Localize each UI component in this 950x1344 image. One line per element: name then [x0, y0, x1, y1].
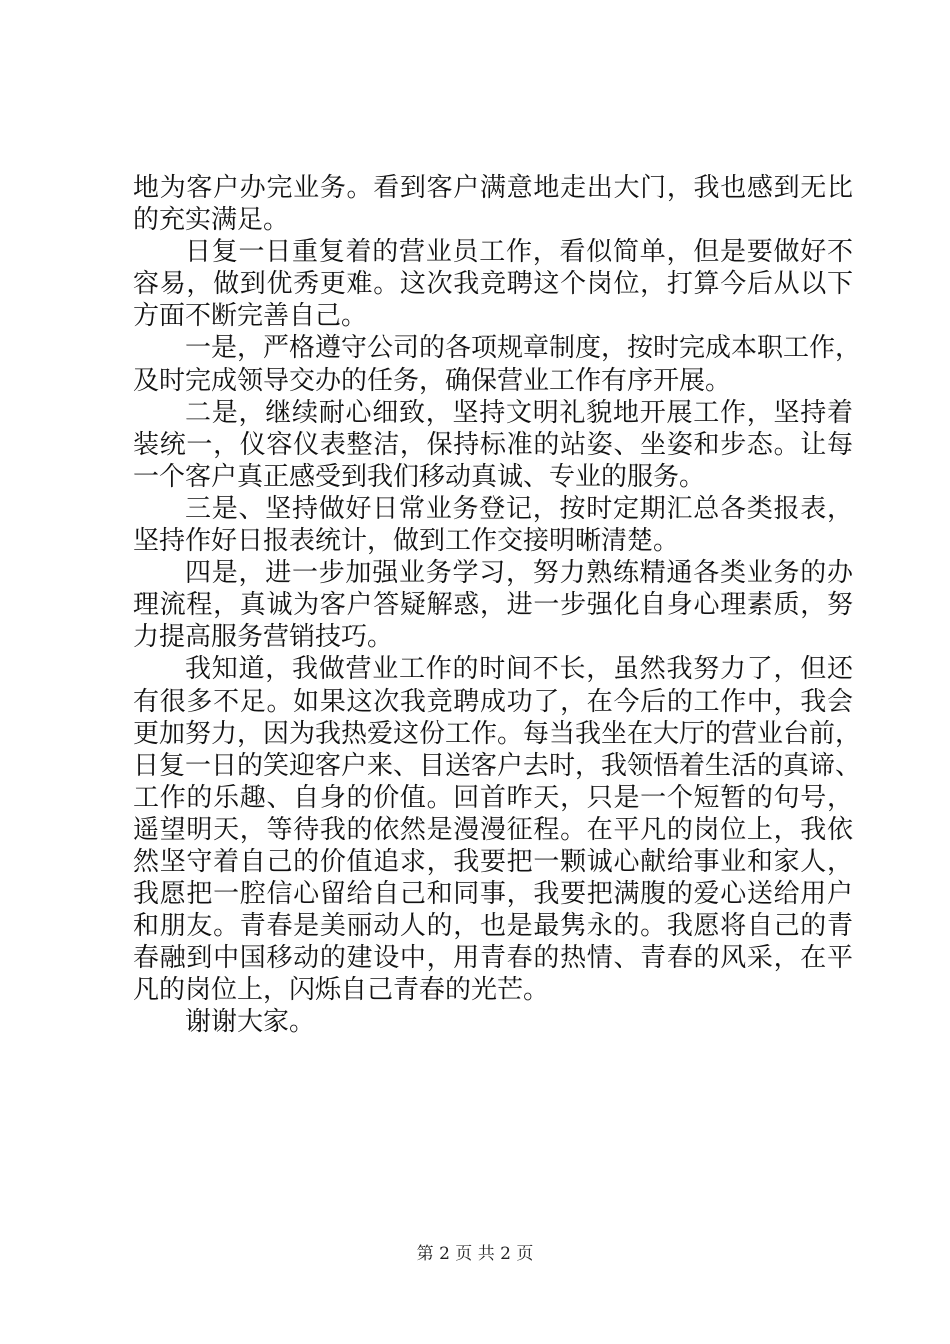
text-line: 三是、坚持做好日常业务登记，按时定期汇总各类报表，: [185, 493, 853, 524]
text-line: 谢谢大家。: [185, 1007, 316, 1038]
text-line: 二是，继续耐心细致，坚持文明礼貌地开展工作，坚持着: [185, 397, 853, 428]
text-line: 我知道，我做营业工作的时间不长，虽然我努力了，但还: [185, 654, 853, 685]
page-footer: [0, 1244, 950, 1264]
text-line: 工作的乐趣、自身的价值。回首昨天，只是一个短暂的句号，: [133, 782, 853, 813]
text-line: 更加努力，因为我热爱这份工作。每当我坐在大厅的营业台前，: [133, 718, 862, 749]
text-line: 理流程，真诚为客户答疑解惑，进一步强化自身心理素质，努: [133, 590, 853, 621]
document-body: [133, 172, 862, 1039]
text-line: 日复一日的笑迎客户来、目送客户去时，我领悟着生活的真谛、: [133, 750, 862, 781]
text-line: 方面不断完善自己。: [133, 301, 368, 332]
text-line: 容易，做到优秀更难。这次我竞聘这个岗位，打算今后从以下: [133, 269, 853, 300]
text-line: 然坚守着自己的价值追求，我要把一颗诚心献给事业和家人，: [133, 846, 853, 877]
text-line: 和朋友。青春是美丽动人的，也是最隽永的。我愿将自己的青: [133, 911, 853, 942]
text-line: 我愿把一腔信心留给自己和同事，我要把满腹的爱心送给用户: [133, 879, 853, 910]
text-line: 一是，严格遵守公司的各项规章制度，按时完成本职工作，: [185, 333, 862, 364]
text-line: 的充实满足。: [133, 205, 290, 236]
text-line: 坚持作好日报表统计，做到工作交接明晰清楚。: [133, 526, 680, 557]
text-line: 凡的岗位上，闪烁自己青春的光芒。: [133, 975, 550, 1006]
text-line: 有很多不足。如果这次我竞聘成功了，在今后的工作中，我会: [133, 686, 853, 717]
text-line: 四是，进一步加强业务学习，努力熟练精通各类业务的办: [185, 558, 853, 589]
text-line: 春融到中国移动的建设中，用青春的热情、青春的风采，在平: [133, 943, 853, 974]
text-line: 日复一日重复着的营业员工作，看似简单，但是要做好不: [185, 237, 853, 268]
text-line: 力提高服务营销技巧。: [133, 622, 394, 653]
page-number: 第 2 页 共 2 页: [416, 1244, 534, 1264]
text-line: 装统一，仪容仪表整洁，保持标准的站姿、坐姿和步态。让每: [133, 429, 853, 460]
text-line: 及时完成领导交办的任务，确保营业工作有序开展。: [133, 365, 732, 396]
text-line: 地为客户办完业务。看到客户满意地走出大门，我也感到无比: [133, 173, 853, 203]
text-line: 一个客户真正感受到我们移动真诚、专业的服务。: [133, 461, 706, 492]
text-line: 遥望明天，等待我的依然是漫漫征程。在平凡的岗位上，我依: [133, 814, 853, 845]
